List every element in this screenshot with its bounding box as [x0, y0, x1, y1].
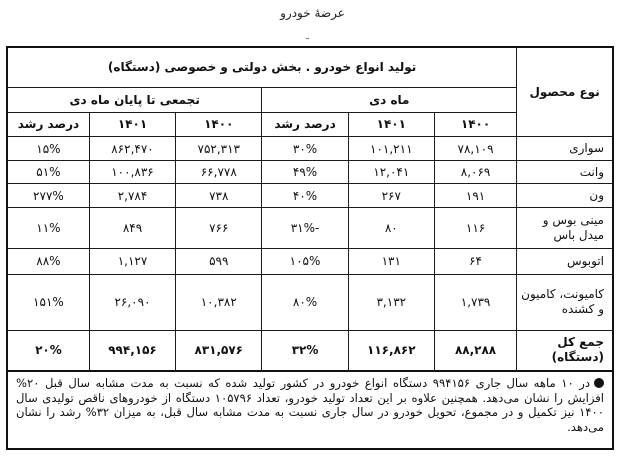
footnote	[6, 372, 614, 450]
cell: ۷۸,۱۰۹	[434, 137, 516, 161]
cell: ۸۸,۲۸۸	[434, 330, 516, 371]
cell: ۱۹۱	[434, 184, 516, 208]
product-type-header: نوع محصول	[517, 47, 613, 137]
cell: ۱۰,۳۸۲	[176, 274, 262, 330]
table-row	[7, 137, 613, 161]
cell: ۱۵۱%	[7, 274, 89, 330]
cell: ۱۱%	[7, 208, 89, 249]
cell: ۱۳۱	[348, 248, 434, 274]
cumulative-growth-header: درصد رشد	[7, 112, 89, 137]
cell: ۷۶۶	[176, 208, 262, 249]
cell: ۱۰۱,۲۱۱	[348, 137, 434, 161]
cell: ۳,۱۳۲	[348, 274, 434, 330]
cell: ۲۰%	[7, 330, 89, 371]
cell: ۲,۷۸۴	[89, 184, 175, 208]
month-growth-header: درصد رشد	[262, 112, 348, 137]
cell: ۱,۷۳۹	[434, 274, 516, 330]
cell: ۲۷۷%	[7, 184, 89, 208]
divider-mark	[306, 38, 309, 39]
row-label: کامیونت، کامیون و کشنده	[517, 274, 613, 330]
row-label: ون	[517, 184, 613, 208]
cell: ۱۰۵%	[262, 248, 348, 274]
month-group-header: ماه دی	[262, 87, 517, 112]
cell: ۳۰%	[262, 137, 348, 161]
cell: ۱۰۰,۸۳۶	[89, 160, 175, 184]
cell: ۱۱۶	[434, 208, 516, 249]
month-1401-header: ۱۴۰۱	[348, 112, 434, 137]
table-row	[7, 274, 613, 330]
total-row	[7, 330, 613, 371]
cell: ۸۰%	[262, 274, 348, 330]
cell: ۸۴۹	[89, 208, 175, 249]
cell: ۴۹%	[262, 160, 348, 184]
cumulative-1401-header: ۱۴۰۱	[89, 112, 175, 137]
cumulative-1400-header: ۱۴۰۰	[176, 112, 262, 137]
production-table	[6, 46, 614, 372]
cell: ۹۹۴,۱۵۶	[89, 330, 175, 371]
cell: ۸۳۱,۵۷۶	[176, 330, 262, 371]
cell: ۱,۱۲۷	[89, 248, 175, 274]
cell: ۲۶۷	[348, 184, 434, 208]
cell: ۷۳۸	[176, 184, 262, 208]
cell: -۳۱%	[262, 208, 348, 249]
cell: ۴۰%	[262, 184, 348, 208]
row-label: اتوبوس	[517, 248, 613, 274]
cell: ۵۱%	[7, 160, 89, 184]
cell: ۶۶,۷۷۸	[176, 160, 262, 184]
table-row	[7, 160, 613, 184]
cell: ۵۹۹	[176, 248, 262, 274]
title-row	[7, 47, 613, 87]
bullet-icon	[594, 378, 604, 388]
cell: ۱۲,۰۴۱	[348, 160, 434, 184]
cell: ۷۵۲,۳۱۳	[176, 137, 262, 161]
cell: ۸۶۲,۴۷۰	[89, 137, 175, 161]
table-row	[7, 184, 613, 208]
cell: ۱۵%	[7, 137, 89, 161]
row-label: وانت	[517, 160, 613, 184]
cell: ۱۱۶,۸۶۲	[348, 330, 434, 371]
document-caption: عرضهٔ خودرو	[280, 6, 345, 20]
cell: ۳۲%	[262, 330, 348, 371]
table-row	[7, 208, 613, 249]
cumulative-group-header: تجمعی تا پایان ماه دی	[7, 87, 262, 112]
cell: ۶۴	[434, 248, 516, 274]
table-row	[7, 248, 613, 274]
total-label: جمع کل (دستگاه)	[517, 330, 613, 371]
footnote-text: در ۱۰ ماهه سال جاری ۹۹۴۱۵۶ دستگاه انواع خودرو در کشور تولید شده که نسبت به مدت مشابه سال قبل ۲۰% افزایش را نشان می‌دهد. همچنین علاوه بر این تعداد تولید خودرو، تعداد ۱۰۵۷۹۶ دستگاه از خودروهای ناقص تولیدی سال ۱۴۰۰ نیز تکمیل و در مجموع، تحویل خودرو در سال جاری نسبت به مدت مشابه سال قبل، به میزان ۳۲% رشد را نشان می‌دهد.	[16, 376, 605, 434]
cell: ۲۶,۰۹۰	[89, 274, 175, 330]
month-1400-header: ۱۴۰۰	[434, 112, 516, 137]
table-title: تولید انواع خودرو . بخش دولتی و خصوصی (دستگاه)	[7, 47, 517, 87]
cell: ۸۸%	[7, 248, 89, 274]
cell: ۸,۰۶۹	[434, 160, 516, 184]
row-label: مینی بوس و میدل باس	[517, 208, 613, 249]
cell: ۸۰	[348, 208, 434, 249]
row-label: سواری	[517, 137, 613, 161]
